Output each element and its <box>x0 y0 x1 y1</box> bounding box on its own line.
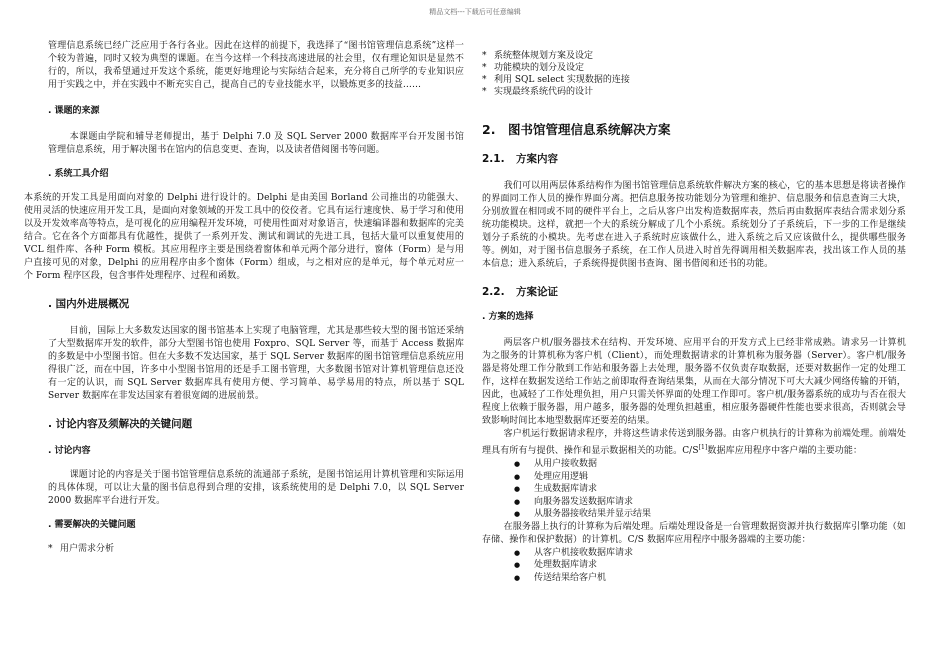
content-paragraph: 课题讨论的内容是关于图书馆管理信息系统的流通部子系统，是图书馆运用计算机管理和实际运用的具体体现，可以让大量的图书信息得到合理的安排，该系统使用的是 Delphi 7.0，以 SQL Server 2000 数据库平台进行开发。 <box>48 470 464 506</box>
section-heading-research: . 讨论内容及须解决的关键问题 <box>48 418 193 430</box>
list-item <box>482 50 906 62</box>
list-item <box>48 543 464 555</box>
list-item <box>482 86 906 98</box>
citation-marker: [1] <box>698 444 708 451</box>
section-heading-tools: . 系统工具介绍 <box>48 169 109 179</box>
list-item <box>482 471 906 484</box>
choice-text-cont: 数据库应用程序中客户端的主要功能： <box>707 446 863 456</box>
list-item <box>482 62 906 74</box>
list-item-text: 从客户机接收数据库请求 <box>534 547 634 558</box>
section-title: 方案论证 <box>516 286 558 298</box>
bullet-dot-icon: ● <box>514 485 521 493</box>
bullet-dot-icon: ● <box>514 573 521 582</box>
choice-paragraph-2 <box>482 428 906 458</box>
bullet-mark: * <box>48 544 53 554</box>
left-column <box>24 40 464 555</box>
section-heading-plan-content <box>482 152 906 166</box>
list-item-text: 用户需求分析 <box>60 544 115 554</box>
section-number: 2.2. <box>482 286 505 298</box>
intro-paragraph: 管理信息系统已经广泛应用于各行各业。因此在这样的前提下，我选择了“图书馆管理信息系统”这样一个较为普遍，同时又较为典型的课题。在当今这样一个科技高速进展的社会里，仅有理论知识是显然不行的，所以，我希望通过开发这个系统，能更好地理论与实际结合起来，充分将自己所学的专业知识应用于实践之中，并在实践中不断充实自己，提高自己的专业技能水平，以锻炼更多的技益…… <box>48 41 464 90</box>
list-item-text: 功能模块的划分及设定 <box>494 63 585 73</box>
section-heading-plan-argument <box>482 285 906 299</box>
list-item-text: 处理应用逻辑 <box>534 471 589 482</box>
section-heading-source: . 课题的来源 <box>48 106 100 116</box>
list-item-text: 传送结果给客户机 <box>534 572 607 583</box>
bullet-mark: * <box>482 87 487 97</box>
list-item <box>482 483 906 496</box>
bullet-dot-icon: ● <box>514 472 521 481</box>
bullet-dot-icon: ● <box>514 548 521 557</box>
chapter-title: 图书馆管理信息系统解决方案 <box>508 122 671 137</box>
bullet-dot-icon: ● <box>514 497 521 506</box>
choice-text: 客户机运行数据请求程序，并将这些请求传送到服务器。由客户机执行的计算称为前端处理。前端处理具有所有与提供、操作和显示数据相关的功能。C/S <box>482 429 906 456</box>
list-item-text: 系统整体规划方案及设定 <box>494 51 594 61</box>
progress-paragraph: 目前，国际上大多数发达国家的图书馆基本上实现了电脑管理，尤其是那些较大型的图书馆还采纳了大型数据库开发的软件，部分大型图书馆也使用 Foxpro、SQL Server 等，而基于 Access 数据库的多数是中小型图书馆。但在大多数不发达国家，基于 SQL Server 数据库的图书馆管理信息系统应用得很广泛，而在中国，许多中小型图书馆用的还是手工图书管理，大多数图书馆对计算机管理信息还没有一定的认识，而 SQL Server 数据库具有使用方便、学习简单、易学易用的特点，所以基于 SQL Server 数据库在非发达国家有着很宽阔的进展前景。 <box>48 326 464 401</box>
plan-content-paragraph: 我们可以用两层体系结构作为图书馆管理信息系统软件解决方案的核心，它的基本思想是将读者操作的界面同工作人员的操作界面分离。把信息服务按功能划分为管理和维护、信息服务和信息查询三大块，分别放置在相同或不同的硬件平台上，之后从客户出发构造数据库表，然后再由数据库表结合需求划分系统功能模块。这样，就把一个大的系统分解成了几个小系统。系统划分了子系统后，下一步的工作是继续划分子系统的小模块。先考虑在进入子系统时应该做什么，进入系统之后又应该做什么，提供哪些服务等。例如，对于图书信息服务子系统，在工作人员进入时首先得调用相关数据库表，找出该工作人员的基本信息；进入系统后，子系统得提供图书查询、图书借阅和还书的功能。 <box>482 181 906 269</box>
chapter-number: 2. <box>482 122 496 137</box>
choice-paragraph-1: 两层客户机/服务器技术在结构、开发环境、应用平台的开发方式上已经非常成熟。请求另一计算机为之服务的计算机称为客户机（Client），而处理数据请求的计算机称为服务器（Server）。客户机/服务器是将处理工作分散到工作站和服务器上去处理，服务器不仅负责存取数据，还要对数据作一定的处理工作，这样在数据发送给工作站之前即取得查询结果集，从而在大部分情况下可大大减少网络传输的开销，因此，也减轻了工作处理负担，用户只需关怀界面的处理工作即可。客户机/服务器系统的成功与否在很大程度上依赖于服务器，用户越多，服务器的处理负担越重，相应服务器硬件性能也要求很高，否则就会导致影响时间比本地型数据库还要差的结果。 <box>482 338 906 426</box>
bullet-dot-icon: ● <box>514 460 521 468</box>
bullet-dot-icon: ● <box>514 561 521 569</box>
list-item-text: 从用户接收数据 <box>534 459 598 469</box>
list-item-text: 从服务器接收结果并显示结果 <box>534 509 652 519</box>
list-item <box>482 559 906 572</box>
source-paragraph: 本课题由学院和辅导老师提出，基于 Delphi 7.0 及 SQL Server 2000 数据库平台开发图书馆管理信息系统，用于解决图书在馆内的信息变更、查询，以及读者借阅图书等问题。 <box>48 132 464 155</box>
list-item-text: 向服务器发送数据库请求 <box>534 496 634 507</box>
list-item <box>482 74 906 86</box>
tools-paragraph: 本系统的开发工具是用面向对象的 Delphi 进行设计的。Delphi 是由美国 Borland 公司推出的功能强大、使用灵活的快速应用开发工具，是面向对象领域的开发工具中的佼佼者。它具有运行速度快、易于学习和使用以及开发效率高等特点，是可视化的应用编程开发环境，可使用性面对对象语言，快速编译器和数据库的完美结合。它在各个方面都具有优越性，提供了一系列开发、测试和调试的先进工具，包括大量可以重复使用的 VCL 组件库、各种 Form 模板。其应用程序主要是围绕着窗体和单元两个部分进行，窗体（Form）是与用户直接可见的对象，Delphi 的应用程序由多个窗体（Form）组成，与之相对应的是单元，每个单元对应一个 Form 程序区段，包含事件处理程序、过程和函数。 <box>24 193 464 281</box>
list-item-text: 生成数据库请求 <box>534 484 598 494</box>
server-paragraph: 在服务器上执行的计算称为后端处理。后端处理设备是一台管理数据资源并执行数据库引擎功能（如存储、操作和保护数据）的计算机。C/S 数据库应用程序中服务器端的主要功能： <box>482 521 906 545</box>
list-item <box>482 572 906 585</box>
subsection-heading-key-problems: . 需要解决的关键问题 <box>48 520 136 530</box>
list-item <box>482 496 906 509</box>
subsection-heading-choice: . 方案的选择 <box>482 312 534 322</box>
subsection-heading-content: . 讨论内容 <box>48 446 91 456</box>
bullet-dot-icon: ● <box>514 510 521 518</box>
list-item <box>482 458 906 471</box>
list-item <box>482 547 906 560</box>
list-item-text: 实现最终系统代码的设计 <box>494 87 594 97</box>
list-item-text: 处理数据库请求 <box>534 560 598 570</box>
list-item-text: 利用 SQL select 实现数据的连接 <box>494 75 630 85</box>
section-number: 2.1. <box>482 153 505 165</box>
bullet-mark: * <box>482 63 487 73</box>
chapter-heading <box>482 122 906 138</box>
bullet-mark: * <box>482 75 487 85</box>
section-heading-progress: . 国内外进展概况 <box>48 298 130 310</box>
right-column <box>482 50 906 584</box>
section-title: 方案内容 <box>516 153 558 165</box>
header-watermark: 精品文档---下载后可任意编辑 <box>429 8 521 16</box>
bullet-mark: * <box>482 51 487 61</box>
list-item <box>482 508 906 521</box>
